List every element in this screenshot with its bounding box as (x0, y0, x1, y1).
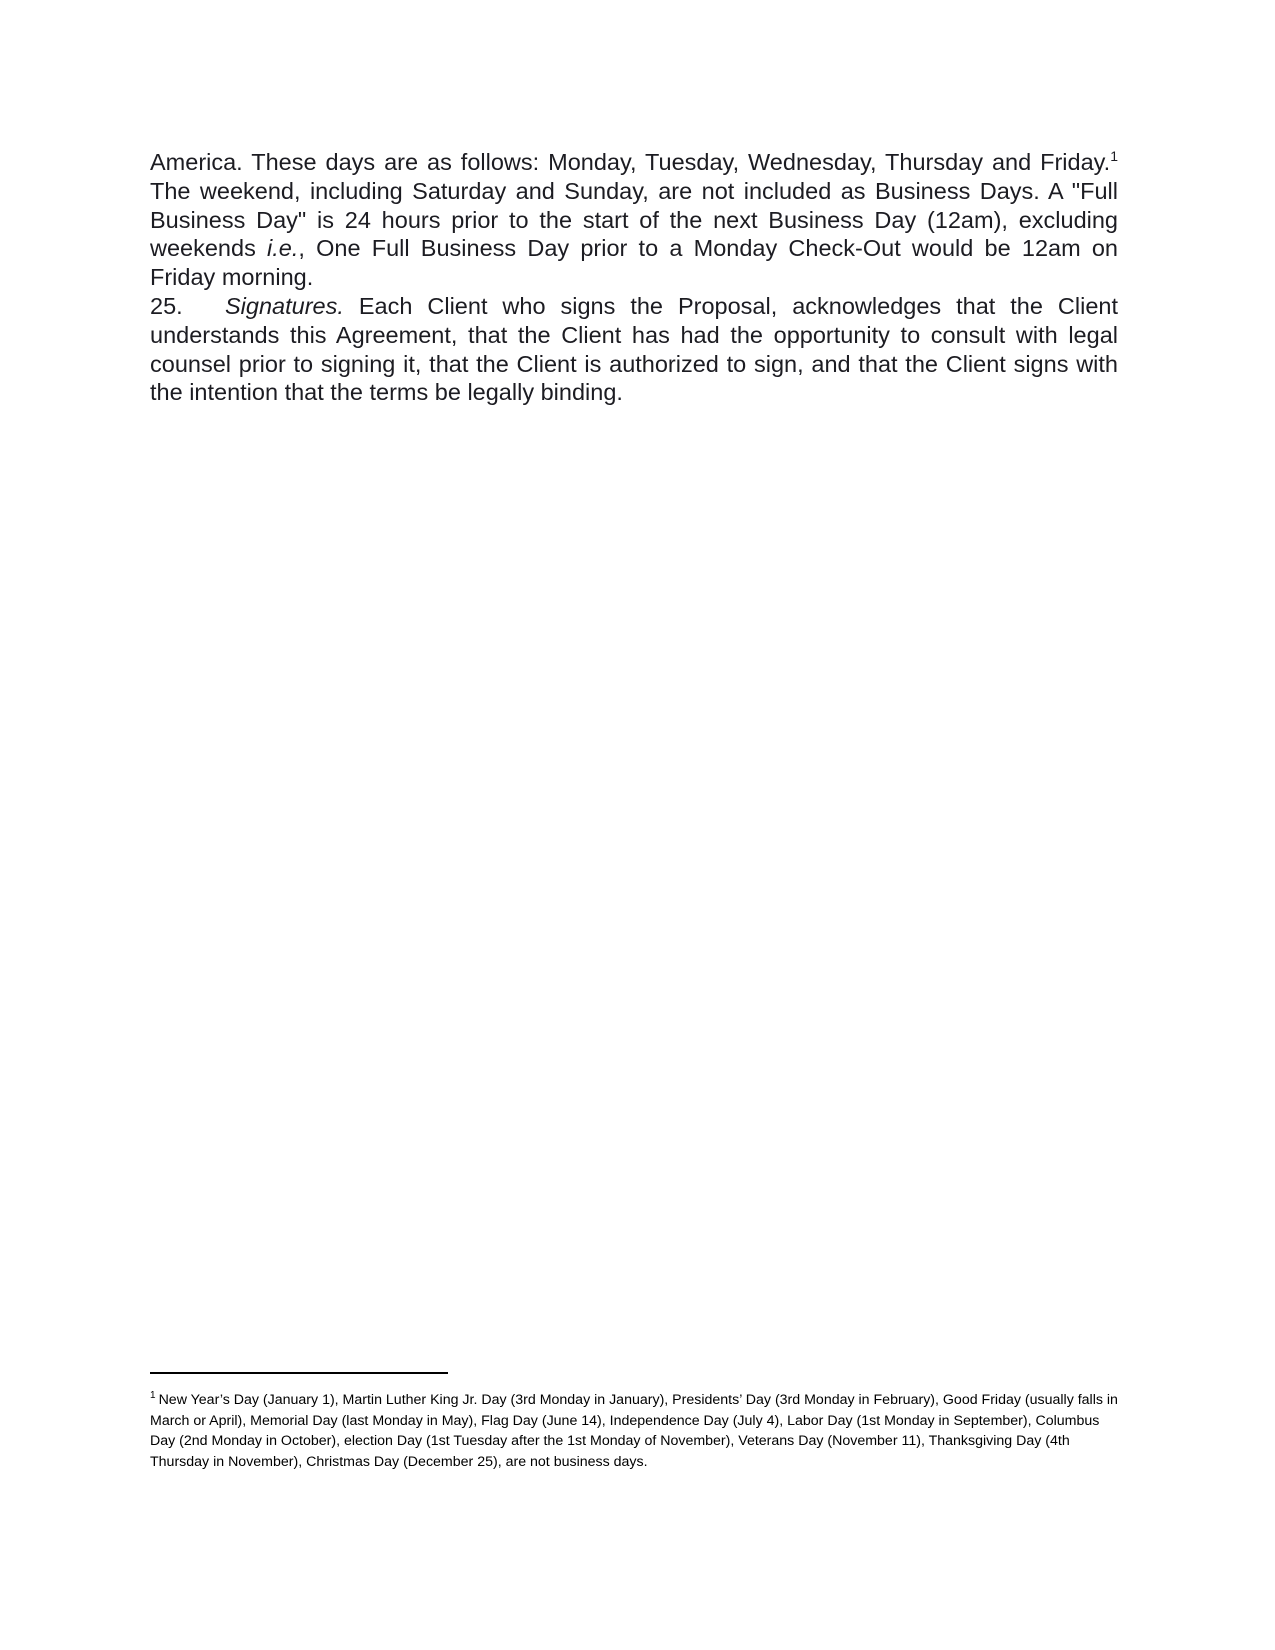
footnote-separator (150, 1372, 448, 1374)
signatures-section (150, 292, 1118, 407)
footnote (150, 1390, 1118, 1472)
paragraph-text: , One Full Business Day prior to a Monday Check-Out would be 12am on Friday morning. (150, 235, 1118, 291)
business-days-paragraph (150, 148, 1118, 292)
paragraph-text: America. These days are as follows: Monday, Tuesday, Wednesday, Thursday and Friday. (150, 149, 1111, 175)
italic-term: i.e. (267, 235, 299, 262)
footnote-marker: 1 (150, 1390, 156, 1401)
body-text (150, 148, 1118, 407)
paragraph-text: The weekend, including Saturday and Sunday, are not included as Business Days. A "Full Business Day" is 24 hours prior to the start of the next Business Day (12am), excluding weekends (150, 177, 1118, 262)
section-heading: Signatures. (225, 292, 344, 319)
section-text: Each Client who signs the Proposal, acknowledges that the Client understands this Agreement, that the Client has had the opportunity to consult with legal counsel prior to signing it, that the Client is authorized to sign, and that the Client signs with the intention that the terms be legally binding. (150, 292, 1118, 406)
footnote-text: New Year’s Day (January 1), Martin Luther King Jr. Day (3rd Monday in January), Presidents’ Day (3rd Monday in February), Good Friday (usually falls in March or April), Memorial Day (last Monday in May), Flag Day (June 14), Independence Day (July 4), Labor Day (1st Monday in September), Columbus Day (2nd Monday in October), election Day (1st Tuesday after the 1st Monday of November), Veterans Day (November 11), Thanksgiving Day (4th Thursday in November), Christmas Day (December 25), are not business days. (150, 1392, 1118, 1470)
section-number: 25. (150, 292, 183, 319)
footnote-reference[interactable]: 1 (1110, 148, 1118, 164)
footnote-paragraph (150, 1390, 1118, 1472)
